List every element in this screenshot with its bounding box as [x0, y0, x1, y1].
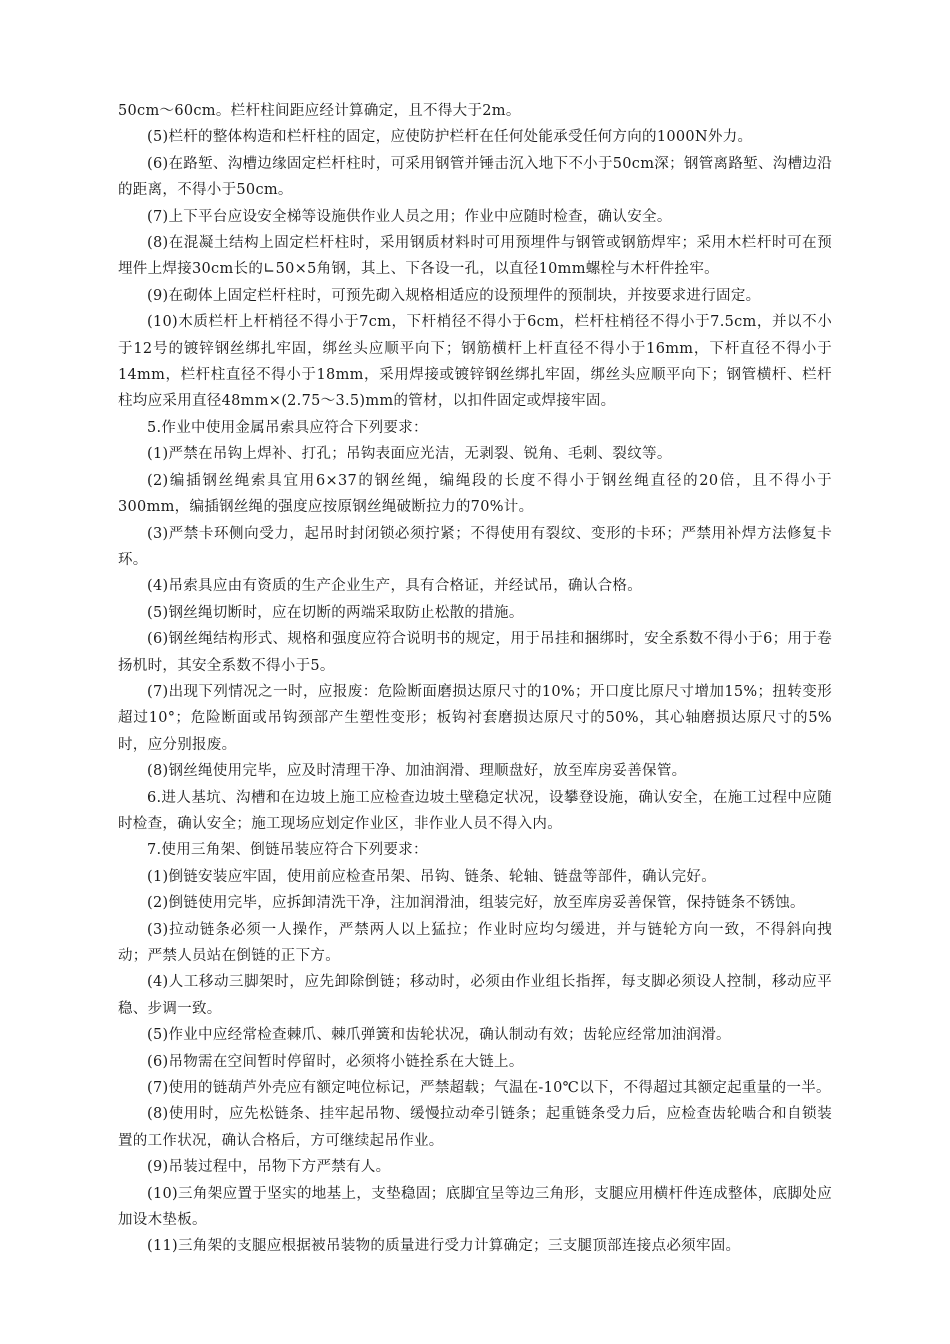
- paragraph: (9)在砌体上固定栏杆柱时，可预先砌入规格相适应的设预埋件的预制块，并按要求进行固定。: [147, 287, 761, 304]
- paragraph: (2)倒链使用完毕，应拆卸清洗干净，注加润滑油，组装完好，放至库房妥善保管，保持链条不锈蚀。: [147, 895, 805, 912]
- document-page: [118, 98, 832, 1260]
- paragraph: (8)在混凝土结构上固定栏杆柱时，采用钢质材料时可用预埋件与钢管或钢筋焊牢；采用木栏杆时可在预埋件上焊接30cm长的∟50×5角钢，其上、下各设一孔，以直径10mm螺栓与木杆件拴牢。: [118, 235, 832, 278]
- paragraph: 5.作业中使用金属吊索具应符合下列要求：: [147, 419, 428, 436]
- paragraph: (6)钢丝绳结构形式、规格和强度应符合说明书的规定，用于吊挂和捆绑时，安全系数不得小于6；用于卷扬机时，其安全系数不得小于5。: [118, 631, 832, 674]
- paragraph: (9)吊装过程中，吊物下方严禁有人。: [147, 1159, 391, 1176]
- paragraph: (3)严禁卡环侧向受力，起吊时封闭锁必须拧紧；不得使用有裂纹、变形的卡环；严禁用补焊方法修复卡环。: [118, 525, 832, 568]
- paragraph: (1)倒链安装应牢固，使用前应检查吊架、吊钩、链条、轮轴、链盘等部件，确认完好。: [147, 868, 717, 885]
- paragraph: (2)编插钢丝绳索具宜用6×37的钢丝绳，编绳段的长度不得小于钢丝绳直径的20倍，且不得小于300mm，编插钢丝绳的强度应按原钢丝绳破断拉力的70%计。: [118, 472, 832, 516]
- paragraph: (6)在路堑、沟槽边缘固定栏杆柱时，可采用钢管并锤击沉入地下不小于50cm深；钢管离路堑、沟槽边沿的距离，不得小于50cm。: [118, 155, 832, 199]
- paragraph: (3)拉动链条必须一人操作，严禁两人以上猛拉；作业时应均匀缓进，并与链轮方向一致，不得斜向拽动；严禁人员站在倒链的正下方。: [118, 921, 832, 964]
- paragraph: (4)吊索具应由有资质的生产企业生产，具有合格证，并经试吊，确认合格。: [147, 578, 643, 595]
- paragraph: 7.使用三角架、倒链吊装应符合下列要求：: [147, 842, 428, 859]
- paragraph: (4)人工移动三脚架时，应先卸除倒链；移动时，必须由作业组长指挥，每支脚必须设人控制，移动应平稳、步调一致。: [118, 974, 832, 1017]
- paragraph: 6.进人基坑、沟槽和在边坡上施工应检查边坡土壁稳定状况，设攀登设施，确认安全，在施工过程中应随时检查，确认安全；施工现场应划定作业区，非作业人员不得入内。: [118, 789, 832, 832]
- paragraph: (10)木质栏杆上杆梢径不得小于7cm，下杆梢径不得小于6cm，栏杆柱梢径不得小于7.5cm，并以不小于12号的镀锌钢丝绑扎牢固，绑丝头应顺平向下；钢筋横杆上杆直径不得小于16mm，下杆直径不得小于14mm，栏杆柱直径不得小于18mm，采用焊接或镀锌钢丝绑扎牢固，绑丝头应顺平向下；钢管横杆、栏杆柱均应采用直径48mm×(2.75～3.5)mm的管材，以扣件固定或焊接牢固。: [118, 314, 832, 410]
- paragraph: (5)钢丝绳切断时，应在切断的两端采取防止松散的措施。: [147, 604, 524, 621]
- paragraph: (5)作业中应经常检查棘爪、棘爪弹簧和齿轮状况，确认制动有效；齿轮应经常加油润滑。: [147, 1027, 731, 1044]
- paragraph: (8)使用时，应先松链条、挂牢起吊物、缓慢拉动牵引链条；起重链条受力后，应检查齿轮啮合和自锁装置的工作状况，确认合格后，方可继续起吊作业。: [118, 1106, 832, 1149]
- paragraph: (8)钢丝绳使用完毕，应及时清理干净、加油润滑、理顺盘好，放至库房妥善保管。: [147, 763, 687, 780]
- paragraph: (7)上下平台应设安全梯等设施供作业人员之用；作业中应随时检查，确认安全。: [147, 208, 672, 225]
- paragraph: 50cm～60cm。栏杆柱间距应经计算确定，且不得大于2m。: [118, 103, 521, 119]
- paragraph: (5)栏杆的整体构造和栏杆柱的固定，应使防护栏杆在任何处能承受任何方向的1000N外力。: [147, 129, 753, 146]
- paragraph: (7)使用的链葫芦外壳应有额定吨位标记，严禁超载；气温在-10℃以下，不得超过其额定起重量的一半。: [147, 1080, 831, 1097]
- paragraph: (10)三角架应置于坚实的地基上，支垫稳固；底脚宜呈等边三角形，支腿应用横杆件连成整体，底脚处应加设木垫板。: [118, 1185, 832, 1229]
- paragraph: (11)三角架的支腿应根据被吊装物的质量进行受力计算确定；三支腿顶部连接点必须牢固。: [147, 1238, 741, 1255]
- paragraph: (6)吊物需在空间暂时停留时，必须将小链拴系在大链上。: [147, 1053, 524, 1070]
- paragraph: (7)出现下列情况之一时，应报废：危险断面磨损达原尺寸的10%；开口度比原尺寸增加15%；扭转变形超过10°；危险断面或吊钩颈部产生塑性变形；板钩衬套磨损达原尺寸的50%，其心轴磨损达原尺寸的5%时，应分别报废。: [118, 683, 832, 753]
- paragraph: (1)严禁在吊钩上焊补、打孔；吊钩表面应光洁，无剥裂、锐角、毛刺、裂纹等。: [147, 446, 672, 463]
